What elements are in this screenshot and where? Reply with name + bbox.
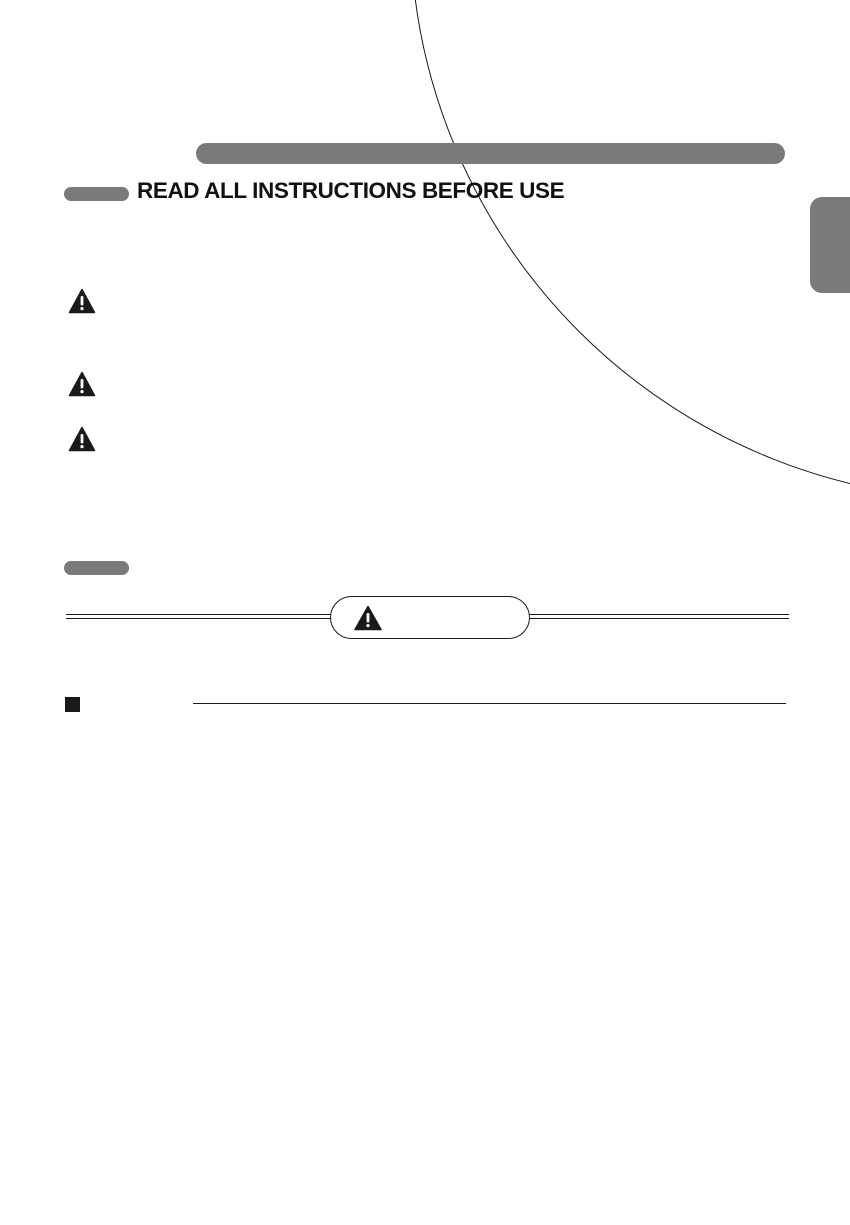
double-rule-left: [66, 614, 332, 619]
warning-capsule: [330, 596, 530, 639]
side-section-tab: [810, 197, 850, 293]
square-bullet-icon: [65, 697, 80, 712]
warning-triangle-icon: [68, 371, 96, 397]
section-pill-marker: [64, 187, 129, 201]
section-pill-marker: [64, 561, 129, 575]
subsection-rule: [193, 703, 786, 704]
double-rule-right: [528, 614, 789, 619]
main-heading: READ ALL INSTRUCTIONS BEFORE USE: [137, 178, 565, 203]
warning-triangle-icon: [68, 426, 96, 452]
warning-triangle-icon: [68, 288, 96, 314]
header-bar: [196, 143, 785, 164]
corner-decorative-arc: [410, 0, 850, 500]
warning-triangle-icon: [353, 605, 383, 631]
